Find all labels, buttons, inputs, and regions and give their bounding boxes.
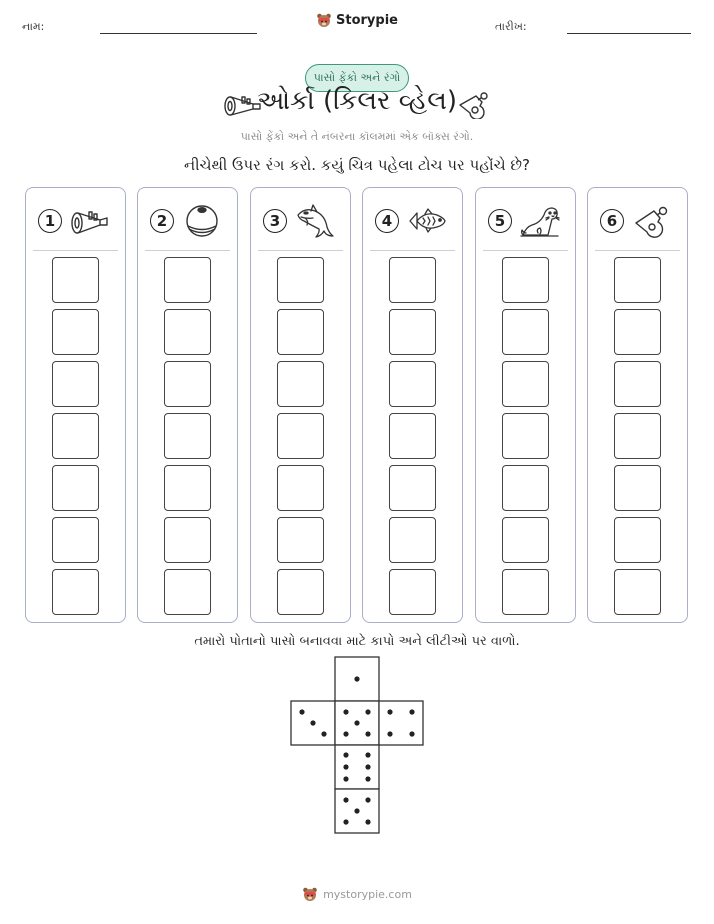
color-box[interactable] — [52, 465, 99, 511]
color-box[interactable] — [52, 361, 99, 407]
activity-badge: પાસો ફેંકો અને રંગો — [305, 64, 409, 92]
column-divider — [145, 250, 230, 251]
dice-pip — [343, 752, 348, 757]
color-box[interactable] — [164, 309, 211, 355]
column-header — [34, 204, 119, 238]
dice-pip — [343, 731, 348, 736]
cut-instruction: તમારો પોતાનો પાસો બનાવવા માટે કાપો અને લીટીઓ પર વાળો. — [194, 634, 520, 649]
dice-pip — [343, 819, 348, 824]
dice-face — [379, 701, 423, 745]
footer-url[interactable]: mystorypie.com — [323, 887, 412, 901]
color-box[interactable] — [614, 517, 661, 563]
color-box[interactable] — [164, 569, 211, 615]
color-box[interactable] — [52, 309, 99, 355]
column-divider — [33, 250, 118, 251]
color-box[interactable] — [52, 569, 99, 615]
column-number: 1 — [38, 209, 62, 233]
column-number: 3 — [263, 209, 287, 233]
column-header — [484, 204, 569, 238]
column-number: 5 — [488, 209, 512, 233]
dice-pip — [365, 752, 370, 757]
color-box[interactable] — [164, 257, 211, 303]
color-box[interactable] — [614, 309, 661, 355]
column-1 — [25, 187, 126, 623]
color-box[interactable] — [389, 257, 436, 303]
color-box[interactable] — [389, 517, 436, 563]
dice-pip — [365, 797, 370, 802]
column-header — [146, 204, 231, 238]
color-box[interactable] — [614, 569, 661, 615]
name-field-line[interactable] — [100, 33, 257, 34]
column-2 — [137, 187, 238, 623]
dice-pip — [387, 731, 392, 736]
seal-icon — [520, 203, 560, 239]
fish-icon — [407, 203, 447, 239]
column-divider — [258, 250, 343, 251]
dice-pip — [365, 819, 370, 824]
color-box[interactable] — [502, 465, 549, 511]
column-number: 6 — [600, 209, 624, 233]
dice-pip — [354, 720, 359, 725]
whistle-icon — [456, 91, 492, 119]
color-box[interactable] — [614, 361, 661, 407]
color-box[interactable] — [389, 361, 436, 407]
dice-pip — [409, 731, 414, 736]
color-box[interactable] — [389, 413, 436, 459]
dice-pip — [321, 731, 326, 736]
date-label: તારીખ: — [495, 20, 527, 33]
column-divider — [595, 250, 680, 251]
dice-pip — [343, 709, 348, 714]
dice-pip — [365, 776, 370, 781]
dice-pip — [354, 808, 359, 813]
bear-mascot-icon — [316, 12, 332, 28]
dice-pip — [365, 764, 370, 769]
color-box[interactable] — [389, 309, 436, 355]
column-3 — [250, 187, 351, 623]
dice-pip — [365, 709, 370, 714]
color-box[interactable] — [277, 465, 324, 511]
dice-pip — [387, 709, 392, 714]
column-6 — [587, 187, 688, 623]
dice-pip — [343, 764, 348, 769]
color-box[interactable] — [614, 465, 661, 511]
dice-pip — [354, 676, 359, 681]
color-box[interactable] — [52, 257, 99, 303]
color-box[interactable] — [164, 517, 211, 563]
color-box[interactable] — [277, 361, 324, 407]
dice-pip — [343, 776, 348, 781]
dice-pip — [343, 797, 348, 802]
whistle-icon — [632, 203, 672, 239]
color-box[interactable] — [164, 465, 211, 511]
page-subtitle: પાસો ફેંકો અને તે નંબરના કૉલમમાં એક બૉક્સ રંગો. — [240, 130, 474, 143]
color-box[interactable] — [389, 569, 436, 615]
color-box[interactable] — [502, 361, 549, 407]
color-box[interactable] — [502, 309, 549, 355]
color-box[interactable] — [277, 413, 324, 459]
color-box[interactable] — [277, 257, 324, 303]
color-box[interactable] — [277, 569, 324, 615]
bear-mascot-icon — [302, 886, 318, 902]
color-box[interactable] — [52, 413, 99, 459]
dice-face — [335, 745, 379, 789]
dice-pip — [299, 709, 304, 714]
dice-pip — [310, 720, 315, 725]
column-header — [371, 204, 456, 238]
footer — [0, 886, 714, 902]
color-box[interactable] — [502, 413, 549, 459]
brand-logo — [0, 12, 714, 28]
color-box[interactable] — [614, 257, 661, 303]
color-box[interactable] — [277, 517, 324, 563]
column-5 — [475, 187, 576, 623]
color-box[interactable] — [52, 517, 99, 563]
column-header — [259, 204, 344, 238]
page-title: ઓર્કા (કિલર વ્હેલ) — [256, 86, 458, 116]
dice-pip — [409, 709, 414, 714]
color-box[interactable] — [164, 413, 211, 459]
date-field-line[interactable] — [567, 33, 691, 34]
column-divider — [483, 250, 568, 251]
orca-icon — [295, 203, 335, 239]
color-box[interactable] — [277, 309, 324, 355]
brand-name: Storypie — [336, 12, 398, 28]
column-header — [596, 204, 681, 238]
column-4 — [362, 187, 463, 623]
dice-pip — [365, 731, 370, 736]
trumpet-icon — [70, 203, 110, 239]
name-label: નામ: — [22, 20, 45, 33]
column-divider — [370, 250, 455, 251]
color-box[interactable] — [389, 465, 436, 511]
color-box[interactable] — [502, 517, 549, 563]
color-box[interactable] — [614, 413, 661, 459]
color-box[interactable] — [502, 257, 549, 303]
column-number: 2 — [150, 209, 174, 233]
column-number: 4 — [375, 209, 399, 233]
dice-net — [290, 656, 426, 836]
color-box[interactable] — [502, 569, 549, 615]
coloring-instruction: નીચેથી ઉપર રંગ કરો. કયું ચિત્ર પહેલા ટોચ પર પહોંચે છે? — [184, 156, 530, 174]
ball-icon — [182, 203, 222, 239]
color-box[interactable] — [164, 361, 211, 407]
